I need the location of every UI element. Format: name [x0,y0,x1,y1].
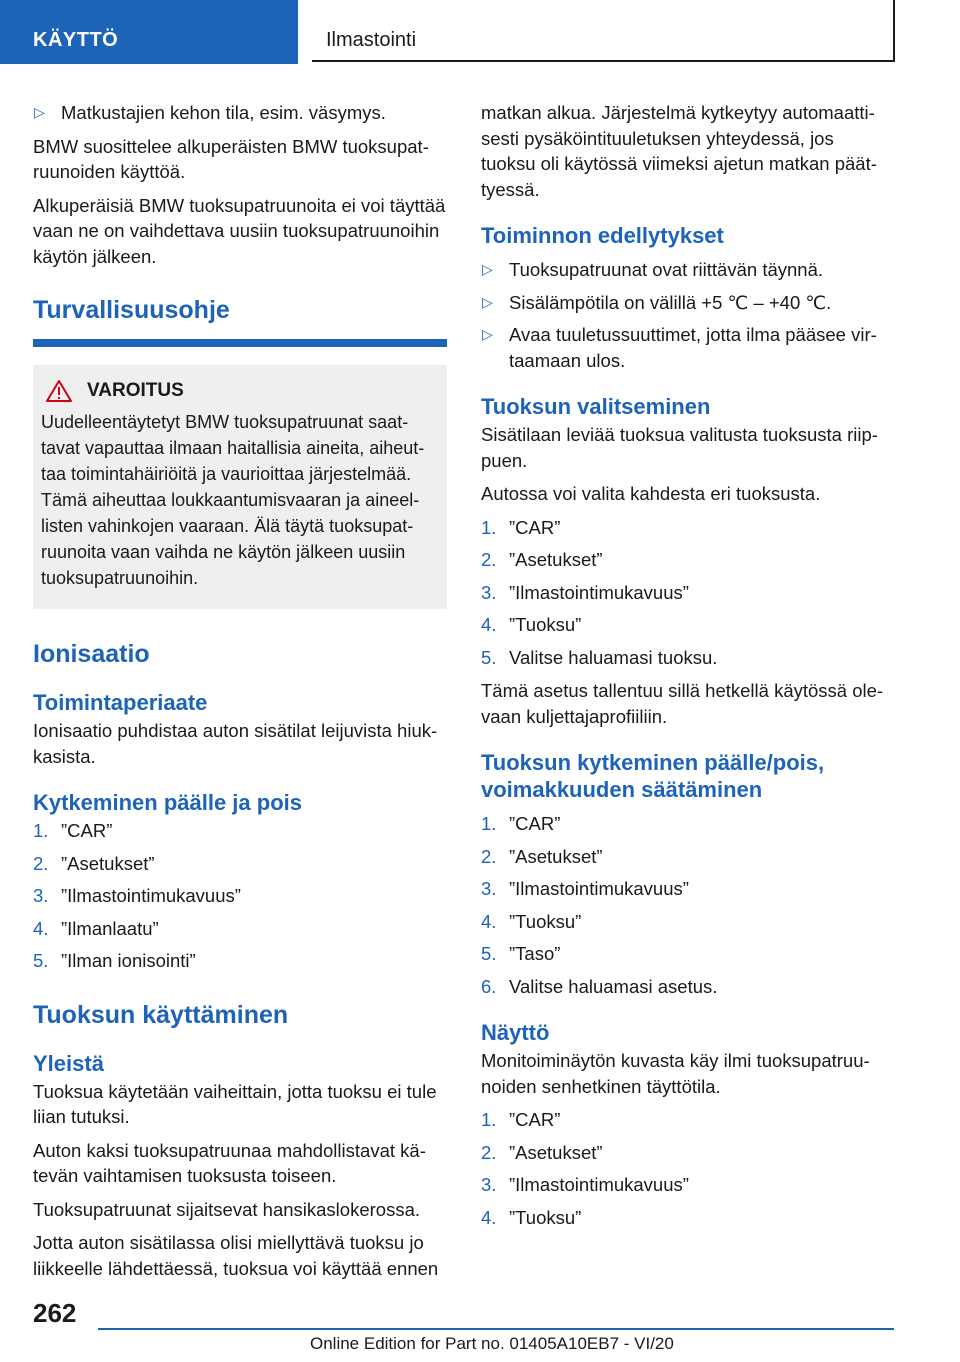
paragraph: Monitoiminäytön kuvasta käy ilmi tuoksupatruunoiden senhetkinen täyttötila. [481,1050,870,1097]
step-text: ”Taso” [509,943,561,964]
step-number: 3. [481,878,497,899]
step-number: 2. [33,852,49,874]
paragraph: Jotta auton sisätilassa olisi miellyttävä tuoksu jo liikkeelle lähdettäessä, tuoksua voi käyttää ennen [33,1232,439,1279]
step-number: 3. [481,581,497,603]
step-text: ”Ilmanlaatu” [61,917,159,939]
triangle-right-icon: ▷ [482,261,493,277]
paragraph: Ionisaatio puhdistaa auton sisätilat leijuvista hiukkasista. [33,720,438,767]
triangle-right-icon: ▷ [482,326,493,342]
step-number: 3. [481,1174,497,1195]
list-item [481,322,891,373]
step-number: 4. [481,614,497,635]
step-text: ”Tuoksu” [509,1206,582,1228]
paragraph: BMW suosittelee alkuperäisten BMW tuoksupatruunoiden käyttöä. [33,135,429,182]
warning-box [33,365,447,609]
switch-steps-list [33,818,447,974]
intro-list [33,100,447,126]
intensity-steps-list [481,811,891,999]
footer-rule [98,1328,894,1330]
step-number: 2. [481,845,497,867]
left-column [33,100,447,1289]
step-item [33,916,447,942]
step-text: ”Ilmastointimukavuus” [509,581,689,603]
paragraph: Autossa voi valita kahdesta eri tuoksusta. [481,483,821,504]
right-column [481,100,891,1238]
step-text: ”CAR” [61,820,113,841]
step-number: 1. [33,820,49,841]
step-number: 1. [481,1109,497,1130]
list-item-text: Matkustajien kehon tila, esim. väsymys. [61,102,386,123]
step-item [481,974,891,1000]
step-item [481,811,891,837]
step-item [481,515,891,541]
header-section-label: KÄYTTÖ [33,29,119,51]
step-text: ”Tuoksu” [509,614,582,635]
list-item-text: Avaa tuuletussuuttimet, jotta ilma pääsee virtaamaan ulos. [509,324,877,371]
step-text: ”Ilmastointimukavuus” [61,885,241,906]
subheading-select: Tuoksun valitseminen [481,394,711,419]
step-number: 5. [481,646,497,668]
header-section-tab [0,0,298,64]
paragraph: Sisätilaan leviää tuoksua valitusta tuoksusta riippuen. [481,424,878,471]
step-text: ”CAR” [509,516,561,538]
subheading-general: Yleistä [33,1050,104,1076]
list-item [481,290,891,316]
paragraph: matkan alkua. Järjestelmä kytkeytyy automaattisesti pysäköintituuletuksen yhteydessä, jos tuoksu oli käytössä viimeksi ajetun matkan päättyessä. [481,102,877,200]
step-item [481,909,891,935]
step-text: Valitse haluamasi asetus. [509,975,718,997]
step-text: ”Asetukset” [509,549,603,570]
step-item [481,612,891,638]
step-item [481,1140,891,1166]
header-chapter-box [312,0,895,62]
paragraph: Tuoksua käytetään vaiheittain, jotta tuoksu ei tule liian tutuksi. [33,1080,437,1127]
heading-rule [33,339,447,347]
warning-triangle-icon [45,379,73,403]
footer-edition: Online Edition for Part no. 01405A10EB7 - VI/20 [310,1334,674,1353]
display-steps-list [481,1107,891,1230]
triangle-right-icon: ▷ [482,293,493,310]
step-number: 1. [481,813,497,834]
step-item [481,844,891,870]
step-number: 4. [33,917,49,939]
step-number: 2. [481,549,497,570]
step-item [481,580,891,606]
paragraph: Tämä asetus tallentuu sillä hetkellä käytössä olevaan kuljettajaprofiiliin. [481,680,884,727]
section-heading-ionisation: Ionisaatio [33,640,150,668]
warning-title-text: VAROITUS [87,380,184,401]
subheading-principle: Toimintaperiaate [33,690,208,715]
warning-text: Uudelleentäytetyt BMW tuoksupatruunat saattavat vapauttaa ilmaan haitallisia aineita, aiheuttaa toimintahäiriöitä ja vaurioittaa järjestelmää. Tämä aiheuttaa loukkaantumisvaaran ja aineellisten vahinkojen vaaraan. Älä täytä tuoksupatruunoita vaan vaihda ne käytön jälkeen uusiin tuoksupatruunoihin. [41,412,425,588]
paragraph: Auton kaksi tuoksupatruunaa mahdollistavat kätevän vaihtamisen tuoksusta toiseen. [33,1139,426,1186]
header-chapter-label: Ilmastointi [326,29,417,51]
list-item-text: Sisälämpötila on välillä +5 ℃ – +40 ℃. [509,291,832,313]
step-number: 1. [481,516,497,538]
step-item [33,883,447,909]
section-heading-safety: Turvallisuusohje [33,296,230,324]
step-item [33,818,447,844]
select-steps-list [481,515,891,671]
paragraph: Alkuperäisiä BMW tuoksupatruunoita ei voi täyttää vaan ne on vaihdettava uusiin tuoksupatruunoihin käytön jälkeen. [33,194,446,267]
step-number: 3. [33,885,49,906]
warning-title [41,379,439,403]
step-item [481,876,891,902]
step-number: 4. [481,1206,497,1228]
step-text: ”Ilmastointimukavuus” [509,878,689,899]
step-number: 4. [481,910,497,932]
list-item [33,100,447,126]
list-item [481,257,891,283]
step-text: ”Asetukset” [61,852,155,874]
step-text: ”CAR” [509,813,561,834]
section-heading-fragrance: Tuoksun käyttäminen [33,1000,289,1029]
step-item [481,547,891,573]
step-item [33,948,447,974]
step-text: ”CAR” [509,1109,561,1130]
step-item [481,1205,891,1231]
step-text: ”Ilman ionisointi” [61,950,196,971]
step-number: 6. [481,975,497,997]
step-text: ”Asetukset” [509,1141,603,1163]
step-text: ”Ilmastointimukavuus” [509,1174,689,1195]
subheading-display: Näyttö [481,1020,550,1045]
step-text: ”Asetukset” [509,845,603,867]
step-item [33,851,447,877]
triangle-right-icon: ▷ [34,104,45,120]
step-item [481,1172,891,1198]
subheading-intensity: Tuoksun kytkeminen päälle/pois, voimakkuuden säätäminen [481,750,825,802]
step-number: 2. [481,1141,497,1163]
page-number: 262 [33,1298,77,1328]
step-item [481,645,891,671]
step-text: ”Tuoksu” [509,910,582,932]
list-item-text: Tuoksupatruunat ovat riittävän täynnä. [509,259,824,280]
subheading-requirements: Toiminnon edellytykset [481,223,724,248]
subheading-switch: Kytkeminen päälle ja pois [33,790,302,815]
step-number: 5. [481,943,497,964]
step-text: Valitse haluamasi tuoksu. [509,646,718,668]
step-number: 5. [33,950,49,971]
step-item [481,1107,891,1133]
step-item [481,941,891,967]
requirements-list [481,257,891,373]
paragraph: Tuoksupatruunat sijaitsevat hansikaslokerossa. [33,1198,420,1220]
